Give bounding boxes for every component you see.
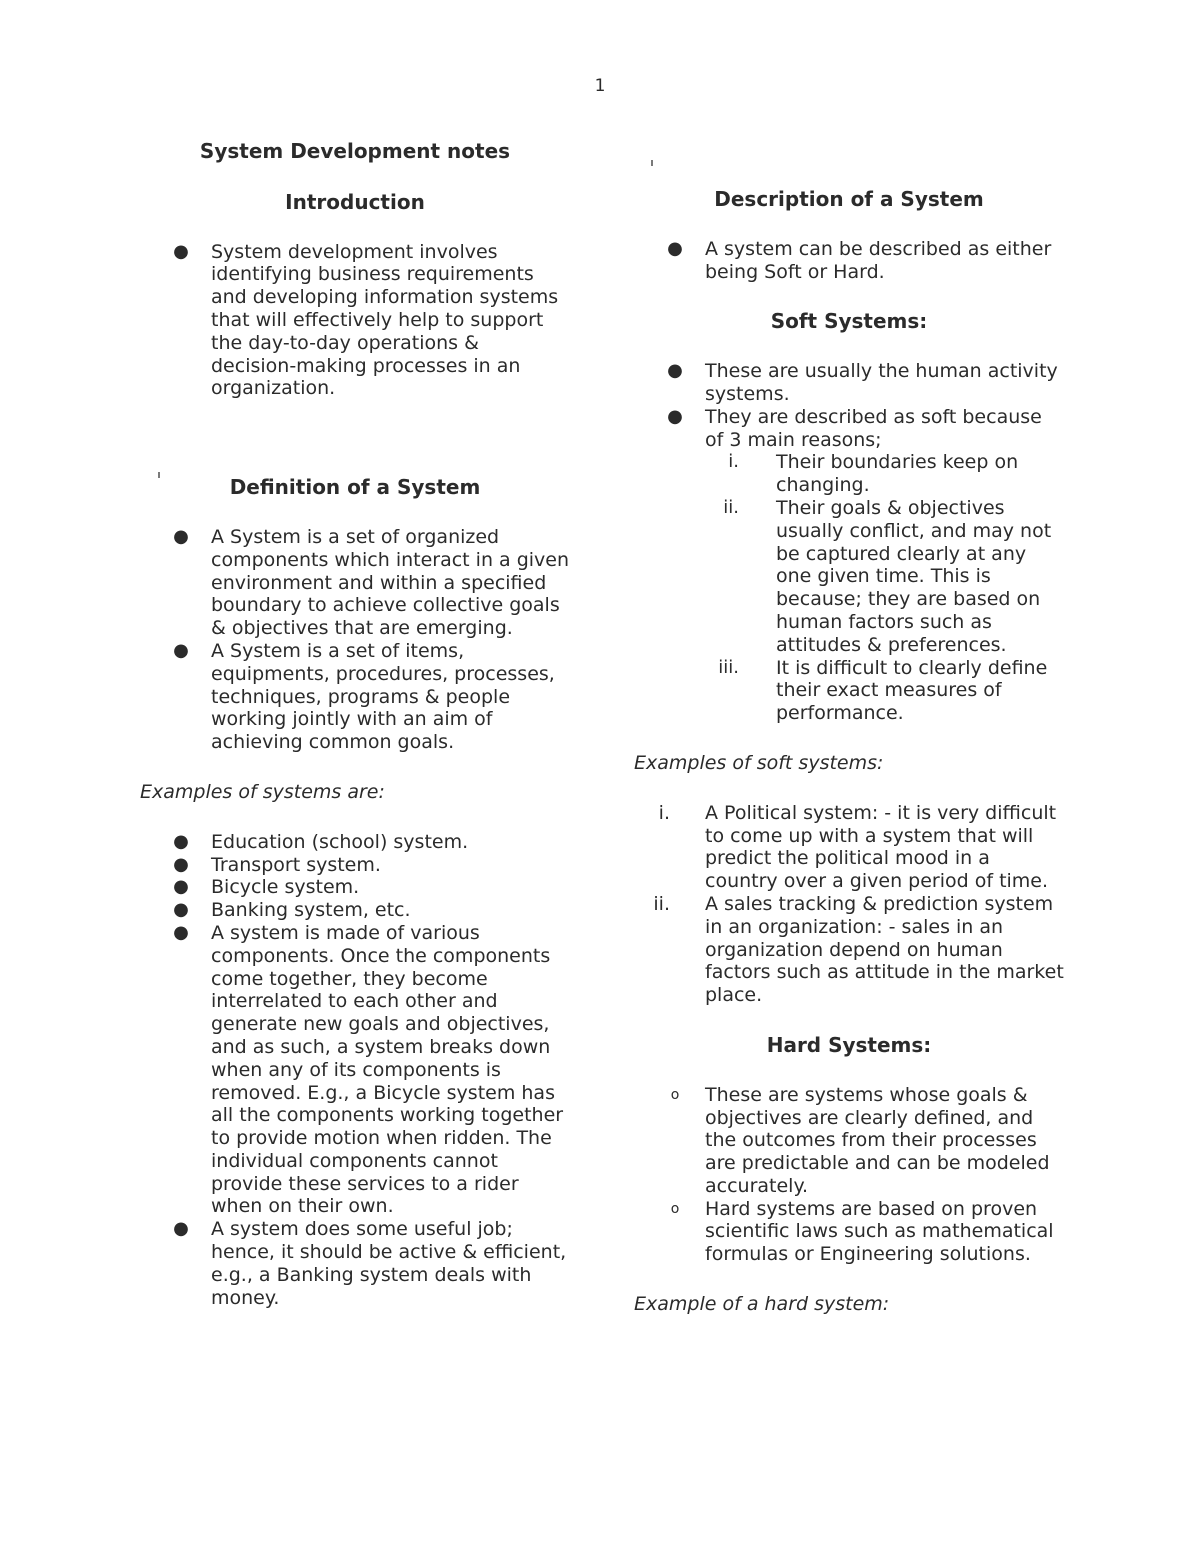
- bullet-icon: ●: [173, 240, 189, 262]
- bullet-icon: ●: [173, 899, 189, 921]
- bullet-icon: ●: [173, 853, 189, 875]
- soft-systems-list: [634, 360, 1064, 725]
- list-item-text: Education (school) system.: [211, 830, 469, 853]
- list-item: [140, 876, 570, 899]
- circle-bullet-icon: o: [670, 1200, 680, 1217]
- soft-systems-heading: Soft Systems:: [770, 309, 928, 334]
- list-item-text: Transport system.: [211, 853, 381, 876]
- list-marker: i.: [728, 451, 739, 473]
- list-item: [140, 854, 570, 877]
- list-item: [140, 241, 570, 401]
- bullet-icon: ●: [667, 405, 683, 427]
- hard-systems-list: [634, 1084, 1064, 1266]
- introduction-list: [140, 241, 570, 401]
- bullet-icon: ●: [173, 639, 189, 661]
- list-item-text: A System is a set of organized components which interact in a given environment and within a specified boundary to achieve collective goals & objectives that are emerging.: [211, 525, 570, 640]
- examples-label: Examples of systems are:: [140, 780, 385, 803]
- right-column: [634, 188, 1064, 1316]
- bullet-icon: ●: [173, 525, 189, 547]
- list-item: [634, 360, 1064, 406]
- left-column: [140, 138, 570, 1309]
- list-item: [634, 451, 1064, 497]
- circle-bullet-icon: o: [670, 1086, 680, 1103]
- list-item: [634, 406, 1064, 725]
- list-item-text: Bicycle system.: [211, 876, 360, 899]
- list-item: [634, 802, 1064, 893]
- list-item-text: Their boundaries keep on changing.: [776, 451, 1019, 497]
- hard-example-label: Example of a hard system:: [634, 1293, 890, 1316]
- list-item-text: A System is a set of items, equipments, procedures, processes, techniques, programs & people working jointly with an aim of achieving common goals.: [211, 639, 555, 754]
- list-item-text: These are systems whose goals & objectives are clearly defined, and the outcomes from their processes are predictable and can be modeled accurately.: [705, 1083, 1050, 1197]
- list-item: [634, 657, 1064, 725]
- list-item: [140, 1218, 570, 1309]
- bullet-icon: ●: [173, 830, 189, 852]
- list-item-text: They are described as soft because of 3 main reasons;: [705, 405, 1042, 451]
- list-item-text: A system does some useful job; hence, it should be active & efficient, e.g., a Banking system deals with money.: [211, 1218, 567, 1309]
- list-item: [140, 526, 570, 640]
- bullet-icon: ●: [173, 1218, 189, 1240]
- list-item: [140, 640, 570, 754]
- list-item: [634, 1198, 1064, 1266]
- soft-reasons-list: [634, 451, 1064, 725]
- list-item: [634, 497, 1064, 657]
- soft-examples-label: Examples of soft systems:: [634, 751, 884, 774]
- page-number: 1: [594, 76, 606, 96]
- list-marker: ii.: [653, 892, 670, 915]
- soft-examples-list: [634, 802, 1064, 1007]
- list-item-text: Hard systems are based on proven scientific laws such as mathematical formulas or Engineering solutions.: [705, 1197, 1054, 1266]
- list-item-text: Their goals & objectives usually conflict, and may not be captured clearly at any one given time. This is because; they are based on human factors such as attitudes & preferences.: [776, 496, 1052, 656]
- list-item-text: It is difficult to clearly define their exact measures of performance.: [776, 656, 1048, 725]
- list-item: [634, 238, 1064, 284]
- bullet-icon: ●: [667, 360, 683, 382]
- list-item: [634, 1084, 1064, 1198]
- list-item: [140, 831, 570, 854]
- bullet-icon: ●: [173, 876, 189, 898]
- tick-mark: [158, 472, 160, 478]
- bullet-icon: ●: [667, 237, 683, 259]
- hard-systems-heading: Hard Systems:: [766, 1032, 932, 1057]
- list-marker: ii.: [723, 496, 739, 518]
- list-item-text: System development involves identifying business requirements and developing information systems that will effectively help to support the day-to-day operations & decision-making processes in an organization.: [211, 240, 559, 400]
- list-item-text: A sales tracking & prediction system in an organization: - sales in an organization depend on human factors such as attitude in the market place.: [705, 892, 1064, 1007]
- list-item: [140, 922, 570, 1218]
- list-item: [140, 899, 570, 922]
- list-item: [634, 893, 1064, 1007]
- document-title: System Development notes: [199, 139, 511, 163]
- list-item-text: Banking system, etc.: [211, 899, 411, 922]
- description-heading: Description of a System: [714, 187, 984, 211]
- list-item-text: A system can be described as either being Soft or Hard.: [705, 237, 1052, 283]
- list-marker: i.: [658, 801, 670, 824]
- list-item-text: A Political system: - it is very difficult to come up with a system that will predict the political mood in a country over a given period of time.: [705, 801, 1057, 893]
- definition-list: [140, 526, 570, 754]
- examples-list: [140, 831, 570, 1310]
- description-list: [634, 238, 1064, 284]
- definition-heading: Definition of a System: [229, 475, 481, 500]
- list-item-text: A system is made of various components. Once the components come together, they become interrelated to each other and generate new goals and objectives, and as such, a system breaks down when any of its components is removed. E.g., a Bicycle system has all the components working together to provide motion when ridden. The individual components cannot provide these services to a rider when on their own.: [211, 921, 564, 1218]
- bullet-icon: ●: [173, 921, 189, 943]
- introduction-heading: Introduction: [285, 189, 425, 214]
- tick-mark: [651, 160, 653, 166]
- list-item-text: These are usually the human activity systems.: [705, 360, 1058, 405]
- list-marker: iii.: [718, 656, 739, 678]
